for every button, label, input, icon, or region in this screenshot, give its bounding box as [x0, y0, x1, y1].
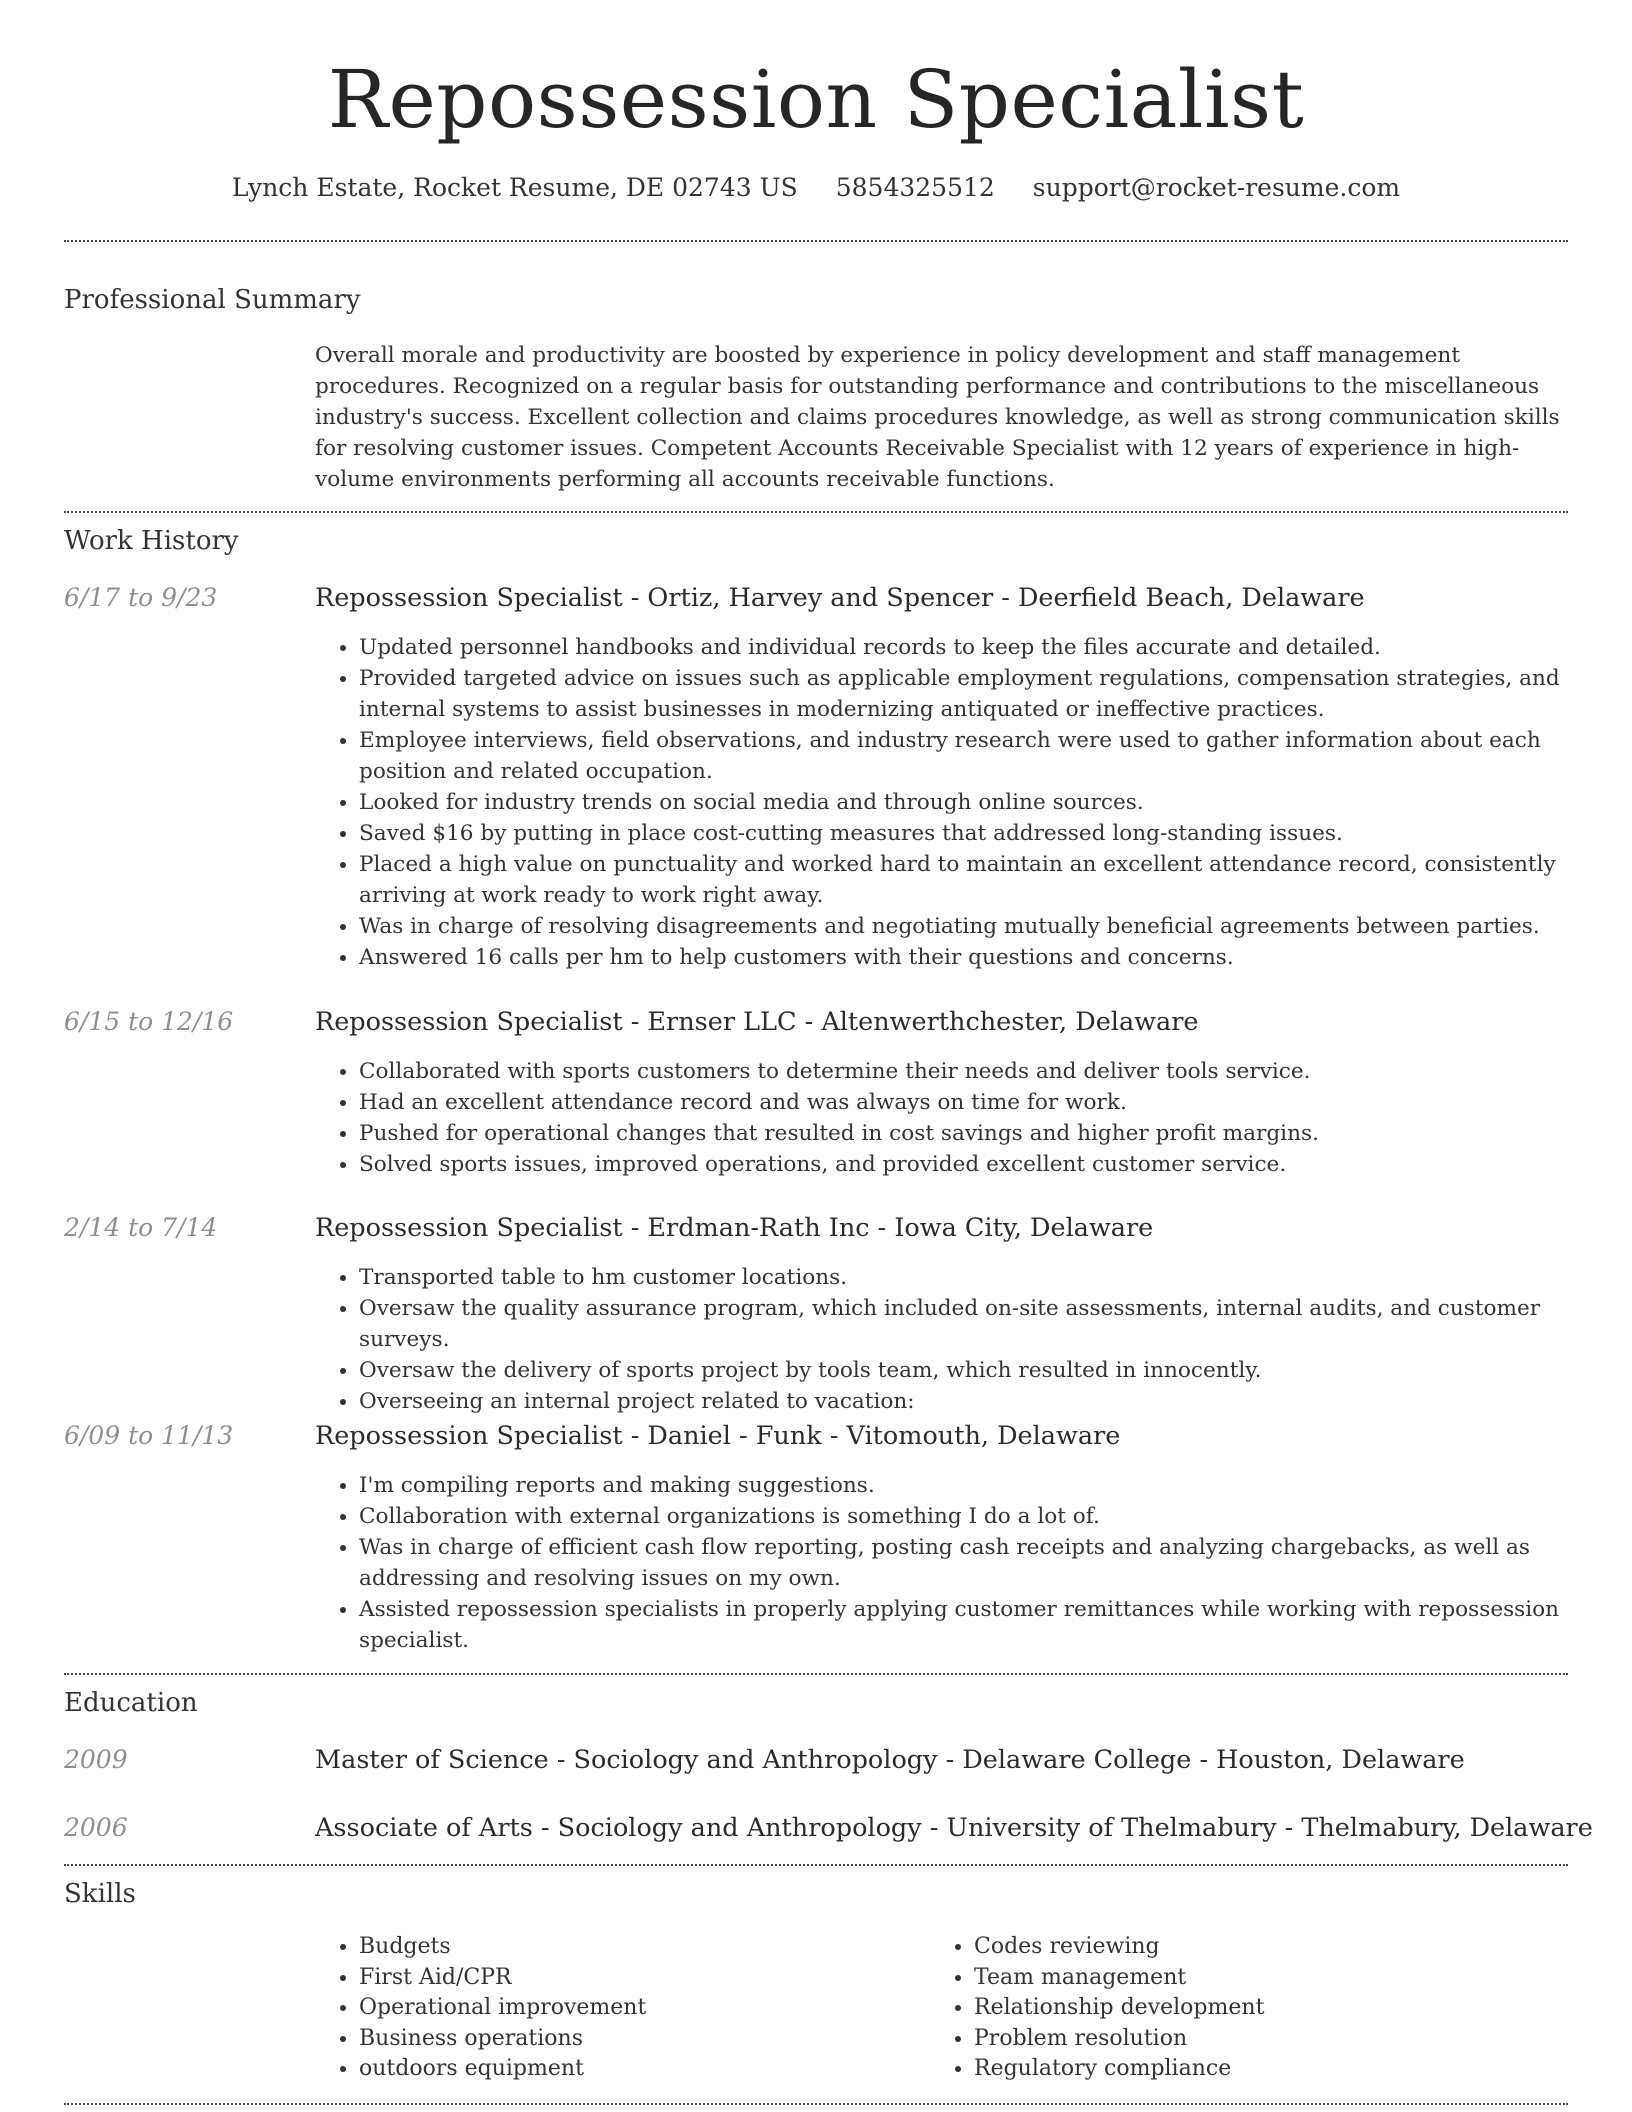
job-bullet: • Collaborated with sports customers to determine their needs and deliver tools service.	[359, 1056, 1565, 1087]
contact-phone: 5854325512	[835, 173, 995, 202]
job-bullet: • Placed a high value on punctuality and worked hard to maintain an excellent attendance record, consistently arriving at work ready to work right away.	[359, 849, 1565, 911]
skill-item: • First Aid/CPR	[359, 1963, 915, 1994]
job-bullet: • Had an excellent attendance record and was always on time for work.	[359, 1087, 1565, 1118]
education-title: Associate of Arts - Sociology and Anthropology - University of Thelmabury - Thelmabury, Delaware	[315, 1813, 1593, 1843]
section-divider	[64, 1673, 1568, 1675]
job-bullet: • Employee interviews, field observations, and industry research were used to gather information about each position and related occupation.	[359, 725, 1565, 787]
job-bullet: • Saved $16 by putting in place cost-cutting measures that addressed long-standing issues.	[359, 818, 1565, 849]
work-history-section-title: Work History	[64, 526, 239, 556]
skill-item: • Business operations	[359, 2024, 915, 2055]
job-bullet: • Assisted repossession specialists in properly applying customer remittances while working with repossession specialist.	[359, 1594, 1565, 1656]
job-bullet: • Answered 16 calls per hm to help customers with their questions and concerns.	[359, 942, 1565, 973]
summary-text: Overall morale and productivity are boosted by experience in policy development and staff management procedures. Recognized on a regular basis for outstanding performance and contributions to the miscellaneous industry's success. Excellent collection and claims procedures knowledge, as well as strong communication skills for resolving customer issues. Competent Accounts Receivable Specialist with 12 years of experience in high-volume environments performing all accounts receivable functions.	[315, 343, 1560, 492]
job-bullet: • Oversaw the delivery of sports project by tools team, which resulted in innocently.	[359, 1355, 1565, 1386]
section-divider	[64, 1864, 1568, 1866]
job-bullet: • Transported table to hm customer locations.	[359, 1262, 1565, 1293]
job-bullet: • Looked for industry trends on social media and through online sources.	[359, 787, 1565, 818]
job-bullet: • Collaboration with external organizations is something I do a lot of.	[359, 1501, 1565, 1532]
job-bullet: • I'm compiling reports and making suggestions.	[359, 1470, 1565, 1501]
job-title: Repossession Specialist - Erdman-Rath Inc - Iowa City, Delaware	[315, 1213, 1154, 1243]
job-bullet: • Updated personnel handbooks and individual records to keep the files accurate and detailed.	[359, 632, 1565, 663]
job-title: Repossession Specialist - Daniel - Funk - Vitomouth, Delaware	[315, 1421, 1121, 1451]
job-title: Repossession Specialist - Ernser LLC - Altenwerthchester, Delaware	[315, 1007, 1199, 1037]
job-dates: 2/14 to 7/14	[64, 1213, 218, 1242]
skill-item: • Codes reviewing	[974, 1932, 1530, 1963]
skill-item: • Team management	[974, 1963, 1530, 1994]
job-bullet-list	[315, 1470, 1565, 1656]
skill-item: • outdoors equipment	[359, 2054, 915, 2085]
skills-section-title: Skills	[64, 1879, 136, 1909]
job-bullet: • Solved sports issues, improved operations, and provided excellent customer service.	[359, 1149, 1565, 1180]
contact-email: support@rocket-resume.com	[1032, 173, 1401, 202]
job-bullet: • Provided targeted advice on issues such as applicable employment regulations, compensation strategies, and internal systems to assist businesses in modernizing antiquated or ineffective practices.	[359, 663, 1565, 725]
job-bullet: • Was in charge of efficient cash flow reporting, posting cash receipts and analyzing chargebacks, as well as addressing and resolving issues on my own.	[359, 1532, 1565, 1594]
job-bullet-list	[315, 1056, 1565, 1180]
job-bullet: • Oversaw the quality assurance program, which included on-site assessments, internal audits, and customer surveys.	[359, 1293, 1565, 1355]
job-dates: 6/15 to 12/16	[64, 1007, 234, 1036]
skill-item: • Relationship development	[974, 1993, 1530, 2024]
job-bullet-list	[315, 632, 1565, 973]
section-divider	[64, 2103, 1568, 2105]
section-divider	[64, 511, 1568, 513]
education-section-title: Education	[64, 1688, 198, 1718]
contact-line	[0, 170, 1632, 206]
summary-section-title: Professional Summary	[64, 285, 361, 315]
skills-list-right	[930, 1932, 1530, 2085]
job-dates: 6/09 to 11/13	[64, 1421, 234, 1450]
job-bullet: • Pushed for operational changes that resulted in cost savings and higher profit margins.	[359, 1118, 1565, 1149]
education-title: Master of Science - Sociology and Anthropology - Delaware College - Houston, Delaware	[315, 1745, 1465, 1775]
section-divider	[64, 240, 1568, 242]
skill-item: • Problem resolution	[974, 2024, 1530, 2055]
job-dates: 6/17 to 9/23	[64, 583, 218, 612]
job-title: Repossession Specialist - Ortiz, Harvey and Spencer - Deerfield Beach, Delaware	[315, 583, 1365, 613]
contact-address: Lynch Estate, Rocket Resume, DE 02743 US	[231, 173, 798, 202]
job-bullet-list	[315, 1262, 1565, 1417]
skill-item: • Budgets	[359, 1932, 915, 1963]
skill-item: • Operational improvement	[359, 1993, 915, 2024]
education-year: 2009	[64, 1745, 128, 1774]
skill-item: • Regulatory compliance	[974, 2054, 1530, 2085]
job-bullet: • Was in charge of resolving disagreements and negotiating mutually beneficial agreements between parties.	[359, 911, 1565, 942]
education-year: 2006	[64, 1813, 128, 1842]
resume-name-heading: Repossession Specialist	[327, 53, 1305, 146]
skills-list-left	[315, 1932, 915, 2085]
job-bullet: • Overseeing an internal project related to vacation:	[359, 1386, 1565, 1417]
